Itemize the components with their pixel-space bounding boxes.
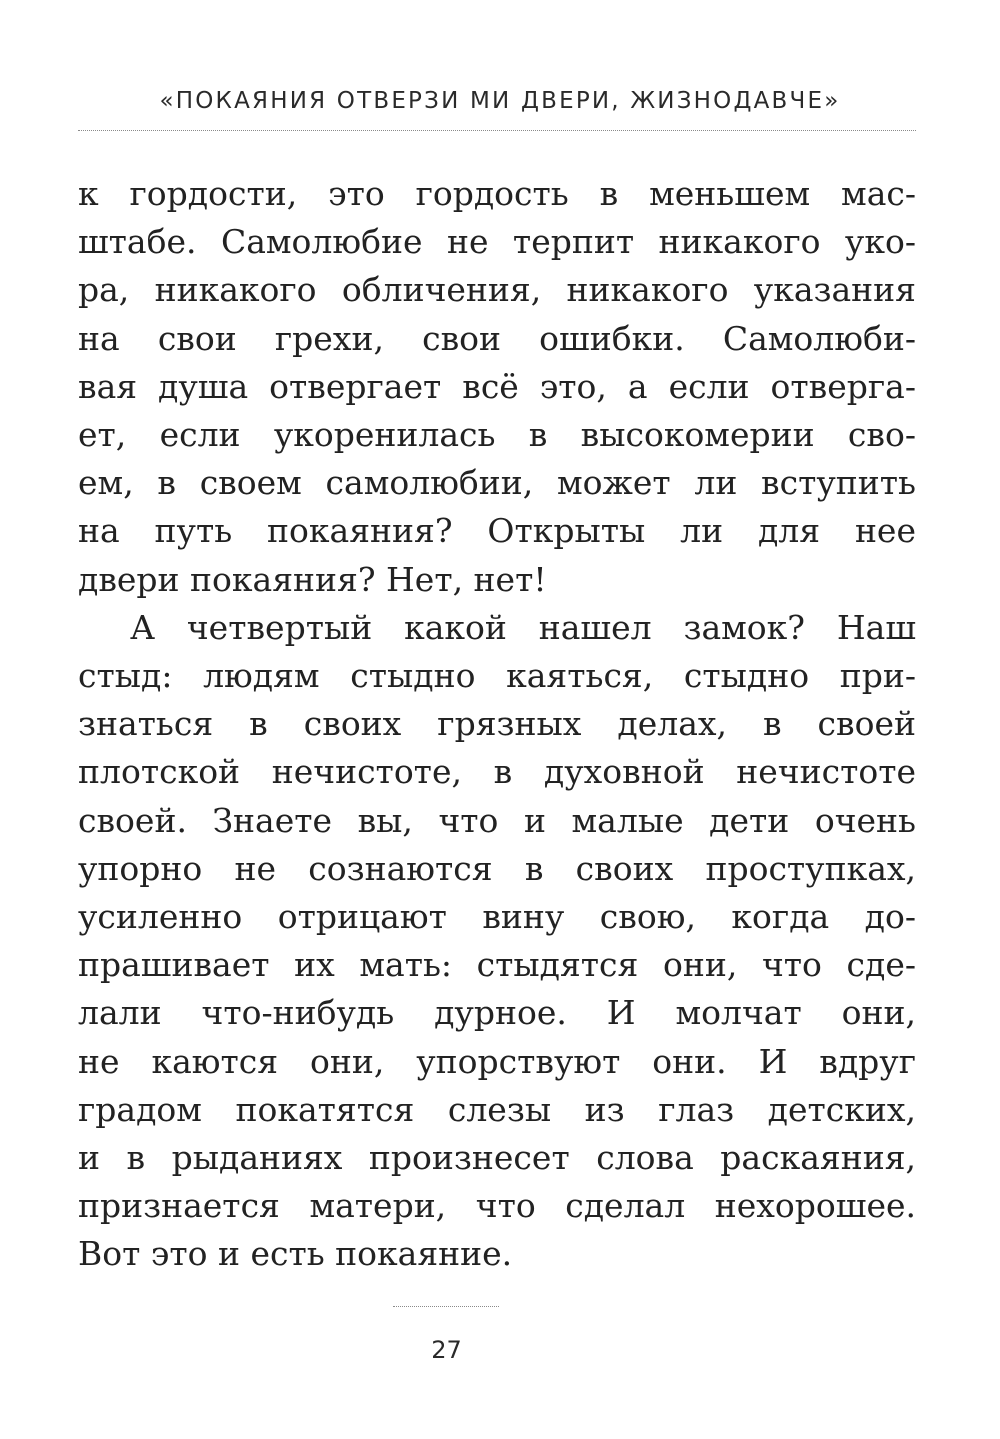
text-line: лали что-нибудь дурное. И молчат они, <box>78 993 916 1033</box>
body-text <box>78 170 916 1279</box>
paragraph-first-line: А четвертый какой нашел замок? Наш <box>130 607 916 647</box>
header-divider <box>78 130 916 131</box>
text-line: признается матери, что сделал нехорошее. <box>78 1186 916 1226</box>
page-number: 27 <box>431 1336 462 1364</box>
text-line: вая душа отвергает всё это, а если отверга- <box>78 366 916 406</box>
text-line: на путь покаяния? Открыты ли для нее <box>78 511 916 551</box>
text-line: знаться в своих грязных делах, в своей <box>78 704 916 744</box>
text-line: и в рыданиях произнесет слова раскаяния, <box>78 1138 916 1178</box>
running-head-title: «ПОКАЯНИЯ ОТВЕРЗИ МИ ДВЕРИ, ЖИЗНОДАВЧЕ» <box>159 88 841 114</box>
text-line: плотской нечистоте, в духовной нечистоте <box>78 752 916 792</box>
text-line: упорно не сознаются в своих проступках, <box>78 848 916 888</box>
text-line: прашивает их мать: стыдятся они, что сде- <box>78 945 916 985</box>
text-line: градом покатятся слезы из глаз детских, <box>78 1089 916 1129</box>
text-line: усиленно отрицают вину свою, когда до- <box>78 897 916 937</box>
paragraph-end-line: Вот это и есть покаяние. <box>78 1234 513 1274</box>
text-line: стыд: людям стыдно каяться, стыдно при- <box>78 656 916 696</box>
footer-divider <box>393 1306 499 1307</box>
text-line: на свои грехи, свои ошибки. Самолюби- <box>78 318 916 358</box>
text-line: ет, если укоренилась в высокомерии сво- <box>78 415 916 455</box>
text-line: не каются они, упорствуют они. И вдруг <box>78 1041 916 1081</box>
text-line: ра, никакого обличения, никакого указания <box>78 270 916 310</box>
text-line: к гордости, это гордость в меньшем мас- <box>78 174 916 213</box>
text-line: штабе. Самолюбие не терпит никакого уко- <box>78 222 916 262</box>
text-line: ем, в своем самолюбии, может ли вступить <box>78 463 916 503</box>
text-line: своей. Знаете вы, что и малые дети очень <box>78 800 916 840</box>
paragraph-end-line: двери покаяния? Нет, нет! <box>78 559 547 599</box>
